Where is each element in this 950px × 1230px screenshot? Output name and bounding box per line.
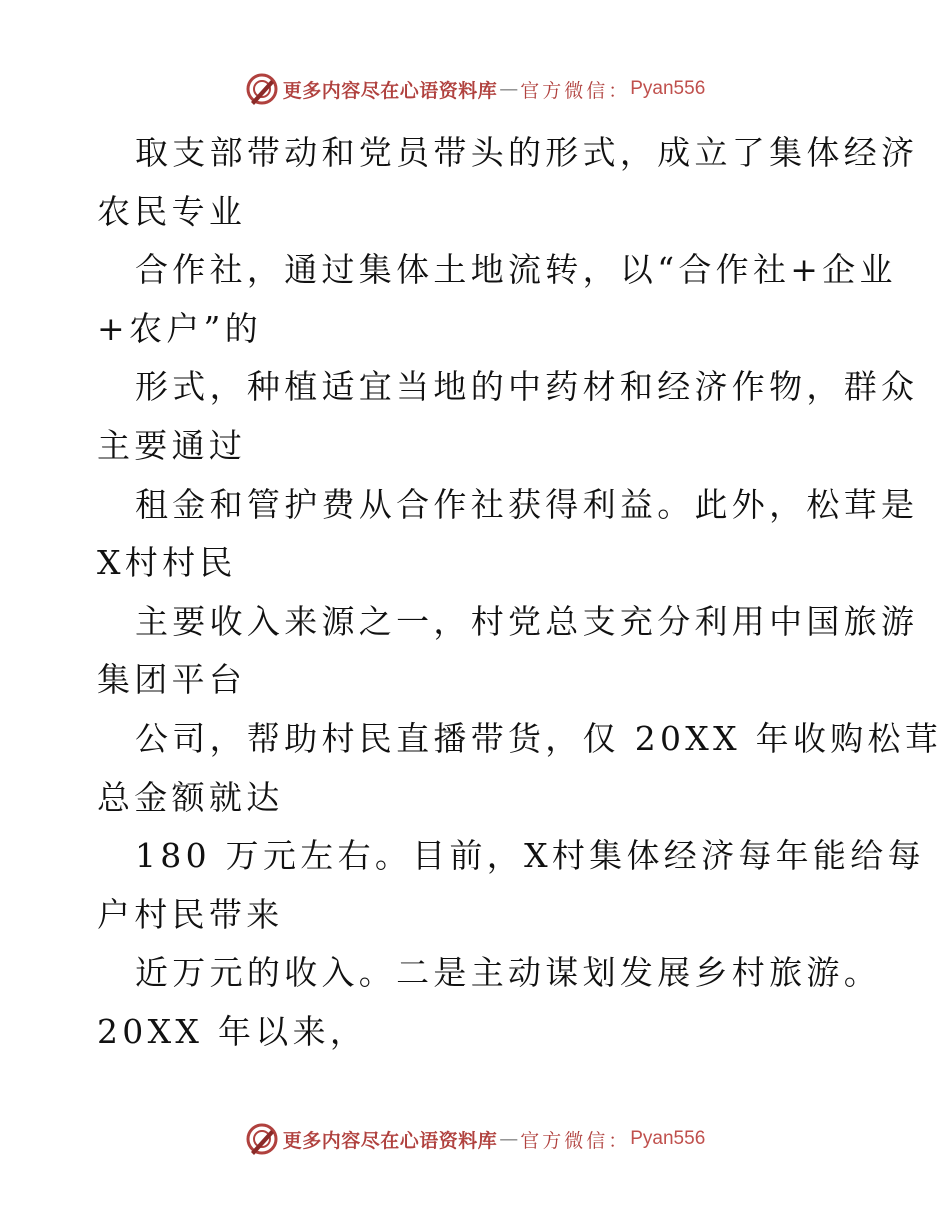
footer-brand: 更多内容尽在心语资料库 (282, 1129, 498, 1152)
footer-wechat-label: 官方微信： (520, 1129, 631, 1152)
header-wechat-id: Pyan556 (630, 78, 706, 99)
text-line-11: 公司，帮助村民直播带货，仅 20XX 年收购松茸 (135, 718, 943, 758)
pen-logo-icon (245, 1122, 279, 1156)
text-line-12: 总金额就达 (97, 777, 284, 817)
text-line-8: X村村民 (97, 543, 237, 583)
text-line-15: 近万元的收入。二是主动谋划发展乡村旅游。 (135, 953, 881, 993)
text-line-14: 户村民带来 (97, 894, 284, 934)
header-dash: — (499, 78, 519, 100)
text-line-7: 租金和管护费从合作社获得利益。此外，松茸是 (135, 484, 919, 524)
text-line-9: 主要收入来源之一，村党总支充分利用中国旅游 (135, 601, 919, 641)
footer-dash: — (499, 1128, 519, 1150)
text-line-13: 180 万元左右。目前，X村集体经济每年能给每 (135, 836, 925, 876)
text-line-16: 20XX 年以来， (97, 1011, 368, 1051)
text-line-4: +农户”的 (97, 308, 263, 348)
header-banner (0, 72, 950, 106)
header-wechat-label: 官方微信： (520, 79, 631, 102)
text-line-6: 主要通过 (97, 425, 247, 465)
text-line-10: 集团平台 (97, 660, 247, 700)
footer-banner (0, 1122, 950, 1156)
footer-wechat-id: Pyan556 (630, 1128, 706, 1149)
text-line-1: 取支部带动和党员带头的形式，成立了集体经济 (135, 133, 919, 172)
text-line-3: 合作社，通过集体土地流转，以“合作社+企业 (135, 250, 897, 290)
document-body (97, 124, 943, 1062)
text-line-5: 形式，种植适宜当地的中药材和经济作物，群众 (135, 367, 919, 407)
pen-logo-icon (245, 72, 279, 106)
header-brand: 更多内容尽在心语资料库 (282, 79, 498, 102)
text-line-2: 农民专业 (97, 191, 247, 231)
